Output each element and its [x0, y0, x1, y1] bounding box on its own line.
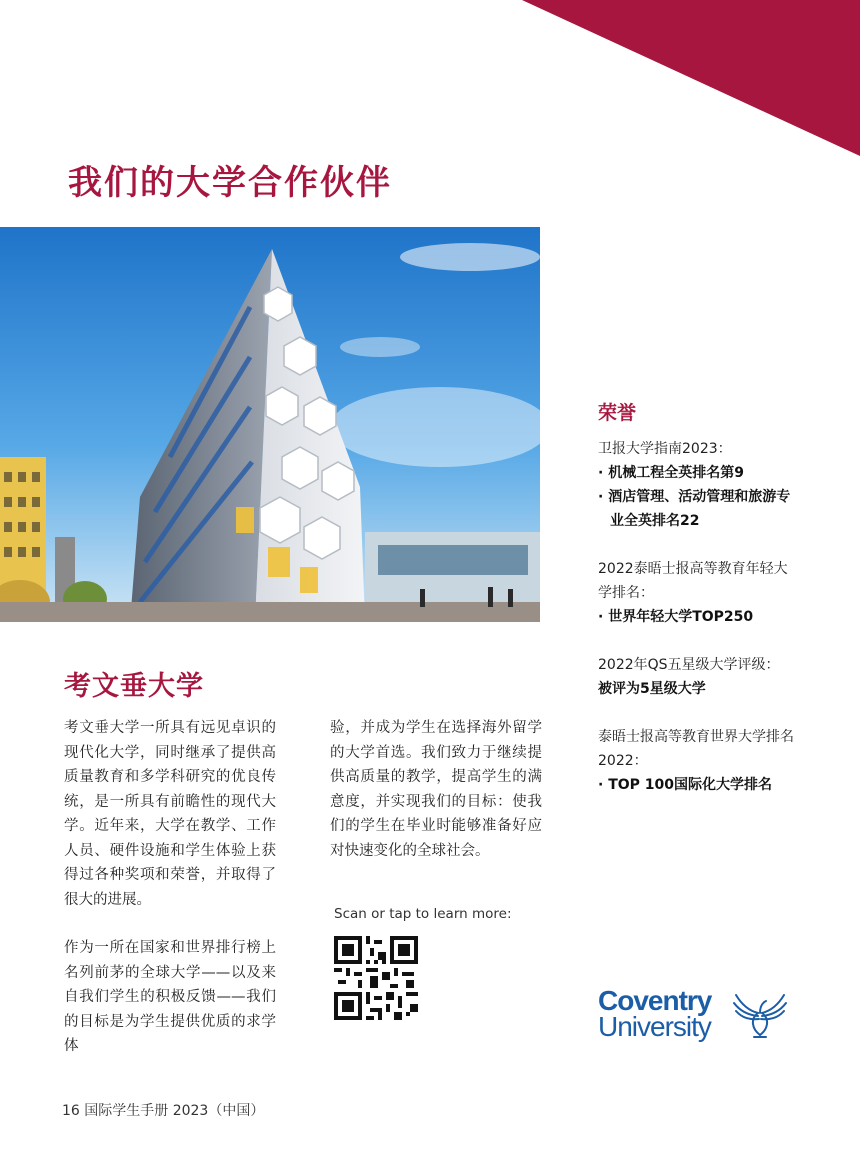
- award-guardian: [598, 437, 798, 533]
- award-item: · 机械工程全英排名第9: [598, 465, 744, 481]
- award-times-world: [598, 725, 798, 797]
- award-item: · 酒店管理、活动管理和旅游专业全英排名22: [598, 489, 791, 529]
- award-times-young: [598, 557, 798, 629]
- scan-prompt: Scan or tap to learn more:: [334, 906, 512, 922]
- corner-accent-triangle: [0, 0, 860, 160]
- award-source: 卫报大学指南2023：: [598, 441, 732, 457]
- hero-image: [0, 227, 540, 622]
- page-footer: 16 国际学生手册 2023（中国）: [62, 1103, 265, 1119]
- body-column-1: [64, 716, 276, 1083]
- body-paragraph: 作为一所在国家和世界排行榜上名列前茅的全球大学——以及来自我们学生的积极反馈——我们的目标是为学生提供优质的求学体: [64, 940, 276, 1054]
- award-item: · TOP 100国际化大学排名: [598, 777, 773, 793]
- coventry-university-logo: [598, 985, 790, 1045]
- body-paragraph: 考文垂大学一所具有远见卓识的现代化大学，同时继承了提供高质量教育和多学科研究的优良传统，是一所具有前瞻性的现代大学。近年来，大学在教学、工作人员、硬件设施和学生体验上获得过各种奖项和荣誉，并取得了很大的进展。: [64, 720, 276, 908]
- award-source: 2022泰晤士报高等教育年轻大学排名：: [598, 561, 788, 601]
- university-title: 考文垂大学: [64, 671, 204, 702]
- honors-heading: 荣誉: [598, 402, 637, 424]
- honors-sidebar: [598, 398, 798, 821]
- award-qs: [598, 653, 798, 701]
- body-paragraph: 验，并成为学生在选择海外留学的大学首选。我们致力于继续提供高质量的教学，提高学生的满意度，并实现我们的目标：使我们的学生在毕业时能够准备好应对快速变化的全球社会。: [330, 720, 542, 859]
- award-item: 被评为5星级大学: [598, 681, 706, 697]
- qr-code[interactable]: [334, 936, 418, 1020]
- phoenix-icon: [732, 989, 788, 1041]
- logo-line-2: University: [598, 1011, 711, 1042]
- award-item: · 世界年轻大学TOP250: [598, 609, 754, 625]
- logo-line-1: Coventry: [598, 985, 712, 1016]
- page-title: 我们的大学合作伙伴: [68, 163, 392, 203]
- body-column-2: [330, 716, 542, 887]
- award-source: 泰晤士报高等教育世界大学排名2022：: [598, 729, 794, 769]
- award-source: 2022年QS五星级大学评级：: [598, 657, 780, 673]
